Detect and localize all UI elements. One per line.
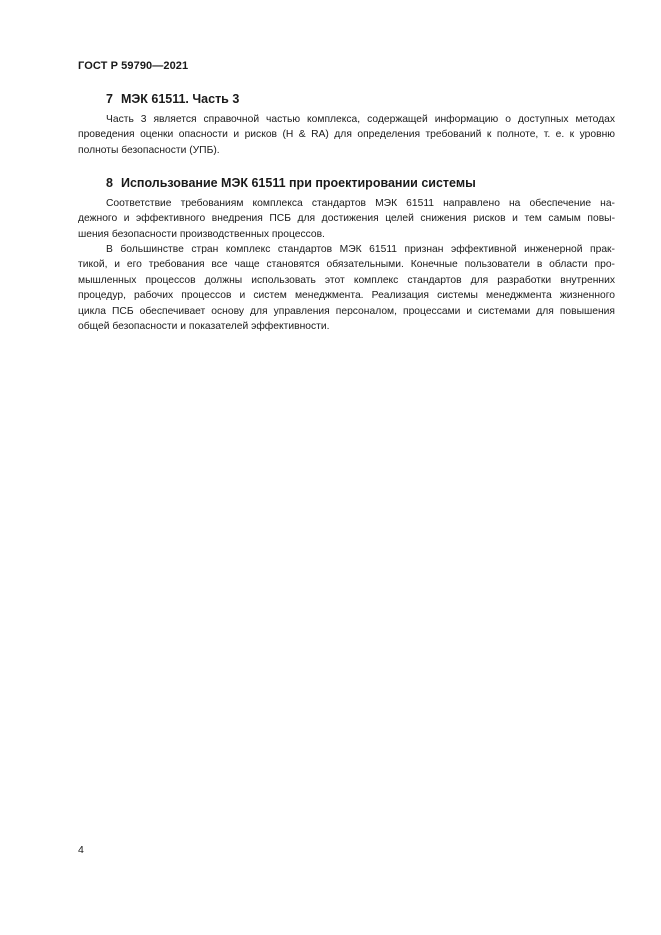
section-8-line: процедур, рабочих процессов и систем менеджмента. Реализация системы менеджмента жизненного xyxy=(78,290,615,302)
section-7-number: 7 xyxy=(106,92,113,106)
section-7-paragraph xyxy=(78,112,615,158)
section-8-line: общей безопасности и показателей эффективности. xyxy=(78,321,330,333)
section-8-line: мышленных процессов должны использовать этот комплекс стандартов для разработки внутренних xyxy=(78,274,615,286)
section-8-line: тикой, и его требования все чаще становятся обязательными. Конечные пользователи в области про- xyxy=(78,259,615,271)
section-8-number: 8 xyxy=(106,176,113,190)
section-8-line: Соответствие требованиям комплекса стандартов МЭК 61511 направлено на обеспечение на- xyxy=(106,198,615,209)
section-7-heading xyxy=(106,92,239,106)
section-8-line: шения безопасности производственных процессов. xyxy=(78,228,325,240)
section-8-title: Использование МЭК 61511 при проектировании системы xyxy=(120,176,476,190)
page-number: 4 xyxy=(78,844,84,856)
section-7-line: проведения оценки опасности и рисков (H & RA) для определения требований к полноте, т. е. к уровню xyxy=(78,129,615,141)
section-8-line: цикла ПСБ обеспечивает основу для управления персоналом, процессами и системами для повышения xyxy=(78,305,615,317)
section-7-title: МЭК 61511. Часть 3 xyxy=(120,92,240,106)
document-header: ГОСТ Р 59790—2021 xyxy=(78,60,189,72)
section-8-paragraph-1 xyxy=(78,196,615,242)
section-8-line: В большинстве стран комплекс стандартов МЭК 61511 признан эффективной инженерной прак- xyxy=(106,244,615,255)
section-7-line: полноты безопасности (УПБ). xyxy=(78,144,220,156)
section-8-line: дежного и эффективного внедрения ПСБ для достижения целей снижения рисков и тем самым повы- xyxy=(78,213,615,225)
section-8-paragraph-2 xyxy=(78,242,615,334)
section-7-line: Часть 3 является справочной частью комплекса, содержащей информацию о доступных методах xyxy=(106,114,615,125)
section-8-heading xyxy=(106,176,476,190)
